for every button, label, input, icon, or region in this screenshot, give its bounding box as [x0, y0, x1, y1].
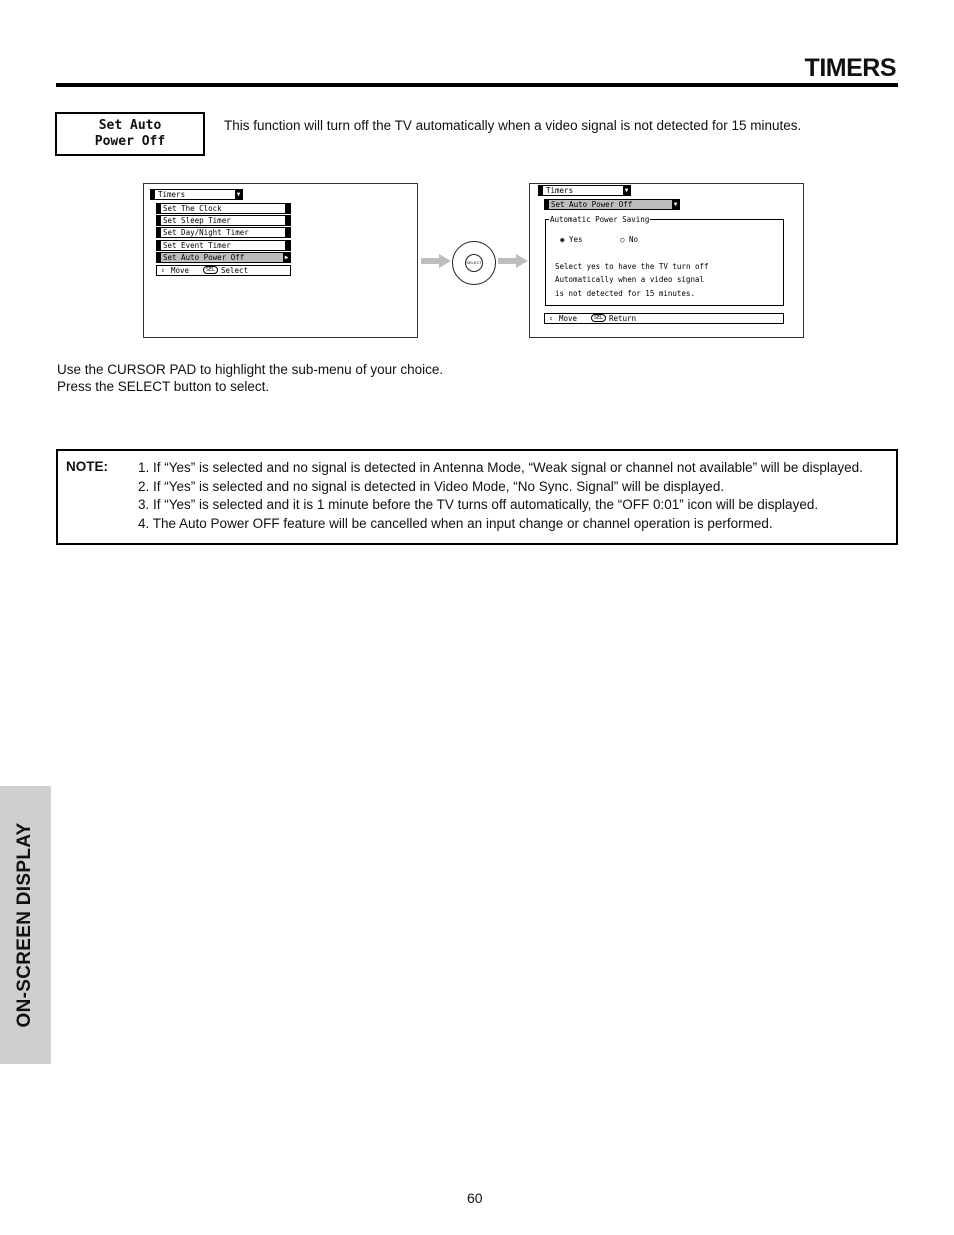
- cursor-pad-icon: [452, 241, 496, 285]
- dropdown-icon: ▼: [624, 187, 629, 194]
- up-down-arrows-icon: ⇕: [549, 315, 553, 322]
- menu-footer: [544, 313, 784, 324]
- feature-label-line2: Power Off: [94, 134, 166, 149]
- right-arrow-icon: ▶: [284, 254, 289, 261]
- menu-header-timers[interactable]: [538, 185, 631, 196]
- menu-header-label: Timers: [158, 190, 186, 199]
- flow-arrow-icon: [421, 254, 451, 268]
- menu-item-label: Set Day/Night Timer: [163, 228, 249, 237]
- automatic-power-saving-group: [545, 215, 784, 306]
- menu-item-label: Set Auto Power Off: [163, 253, 245, 262]
- instructions: [57, 361, 443, 395]
- dropdown-icon: ▼: [673, 201, 678, 208]
- radio-selected-icon: ◉: [560, 235, 565, 244]
- menu-item-label: Set The Clock: [163, 204, 222, 213]
- menu-header-label: Timers: [546, 186, 574, 195]
- footer-action-label: Select: [221, 266, 249, 275]
- section-side-tab: [0, 786, 51, 1064]
- tv-screen-timers-menu: [143, 183, 418, 338]
- flow-arrow-icon: [498, 254, 528, 268]
- menu-item-set-the-clock[interactable]: [156, 203, 291, 214]
- submenu-set-auto-power-off[interactable]: [544, 199, 680, 210]
- note-item: 4. The Auto Power OFF feature will be cancelled when an input change or channel operation is performed.: [138, 515, 773, 531]
- dropdown-icon: ▼: [236, 191, 241, 198]
- note-item: 2. If “Yes” is selected and no signal is detected in Video Mode, “No Sync. Signal” will be displayed.: [138, 478, 725, 494]
- menu-footer: [156, 265, 291, 276]
- radio-unselected-icon: ○: [620, 235, 625, 244]
- info-line-2: Automatically when a video signal: [555, 275, 705, 284]
- instruction-line-2: Press the SELECT button to select.: [57, 379, 270, 394]
- menu-item-set-auto-power-off[interactable]: [156, 252, 291, 263]
- page-title: TIMERS: [804, 54, 896, 82]
- tv-screen-auto-power-off: [529, 183, 804, 338]
- menu-item-label: Set Event Timer: [163, 241, 231, 250]
- menu-header-timers[interactable]: [150, 189, 243, 200]
- footer-action-label: Return: [609, 314, 637, 323]
- note-list: [138, 459, 863, 533]
- sel-button-icon: SEL: [203, 266, 218, 274]
- feature-description: This function will turn off the TV automatically when a video signal is not detected for 15 minutes.: [224, 118, 802, 133]
- note-item: 1. If “Yes” is selected and no signal is detected in Antenna Mode, “Weak signal or channel not available” will be displayed.: [138, 460, 863, 475]
- footer-move-label: Move: [559, 314, 578, 323]
- radio-no-label: No: [629, 235, 639, 244]
- submenu-label: Set Auto Power Off: [551, 200, 633, 209]
- menu-item-set-sleep-timer[interactable]: [156, 215, 291, 226]
- radio-yes-label: Yes: [569, 235, 583, 244]
- menu-item-set-event-timer[interactable]: [156, 240, 291, 251]
- group-title: Automatic Power Saving: [550, 215, 650, 224]
- instruction-line-1: Use the CURSOR PAD to highlight the sub-menu of your choice.: [57, 362, 444, 377]
- page-number: 60: [467, 1190, 483, 1206]
- radio-yes[interactable]: [560, 235, 583, 244]
- footer-move-label: Move: [171, 266, 190, 275]
- menu-item-set-day-night-timer[interactable]: [156, 227, 291, 238]
- up-down-arrows-icon: ⇕: [161, 267, 165, 274]
- side-tab-label: ON-SCREEN DISPLAY: [14, 822, 35, 1028]
- note-box: [56, 449, 898, 545]
- header-rule: [56, 83, 898, 87]
- feature-label-line1: Set Auto: [98, 118, 162, 133]
- menu-item-label: Set Sleep Timer: [163, 216, 231, 225]
- info-line-1: Select yes to have the TV turn off: [555, 262, 709, 271]
- radio-no[interactable]: [620, 235, 638, 244]
- select-button-icon: SELECT: [465, 254, 483, 272]
- info-line-3: is not detected for 15 minutes.: [555, 289, 695, 298]
- sel-button-icon: SEL: [591, 314, 606, 322]
- feature-label-box: [55, 112, 205, 156]
- note-item: 3. If “Yes” is selected and it is 1 minute before the TV turns off automatically, the “OFF 0:01” icon will be displayed.: [138, 497, 819, 512]
- note-label: NOTE:: [66, 459, 108, 474]
